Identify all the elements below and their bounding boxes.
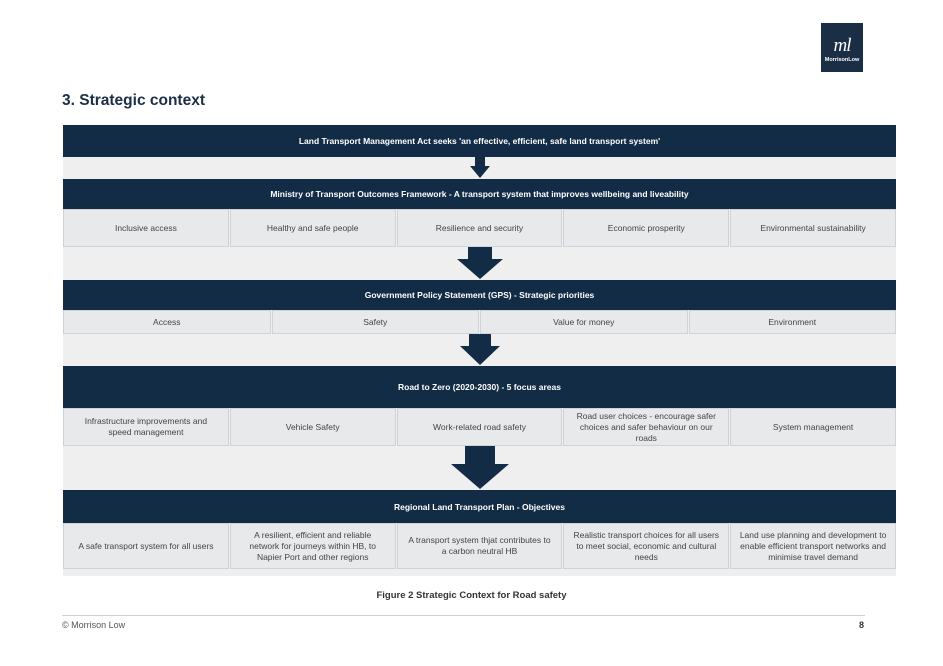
- strategic-context-diagram: [63, 125, 896, 576]
- focus-area-cell: Work-related road safety: [397, 408, 563, 446]
- logo-mark: ml: [833, 35, 851, 56]
- arrow-down-icon: [456, 247, 504, 280]
- arrow-down-icon: [459, 334, 501, 366]
- outcome-cell: Environmental sustainability: [730, 209, 896, 247]
- arrow-down-icon: [450, 446, 510, 490]
- focus-area-cell: System management: [730, 408, 896, 446]
- objective-cell: Realistic transport choices for all users to meet social, economic and cultural needs: [563, 523, 729, 569]
- focus-area-cell: Infrastructure improvements and speed management: [63, 408, 229, 446]
- objective-cell: Land use planning and development to enable efficient transport networks and minimise travel demand: [730, 523, 896, 569]
- outcome-cell: Economic prosperity: [563, 209, 729, 247]
- outcome-cell: Resilience and security: [397, 209, 563, 247]
- section-heading: 3. Strategic context: [62, 92, 205, 109]
- outcome-cell: Healthy and safe people: [230, 209, 396, 247]
- band-road-to-zero: Road to Zero (2020-2030) - 5 focus areas: [63, 366, 896, 408]
- morrison-low-logo: [821, 23, 863, 72]
- outcome-cell: Inclusive access: [63, 209, 229, 247]
- figure-caption: Figure 2 Strategic Context for Road safety: [376, 590, 567, 601]
- band-rltp: Regional Land Transport Plan - Objectives: [63, 490, 896, 523]
- page-number: 8: [858, 620, 864, 630]
- objective-cell: A transport system thjat contributes to a carbon neutral HB: [397, 523, 563, 569]
- focus-area-cell: Road user choices - encourage safer choices and safer behaviour on our roads: [563, 408, 729, 446]
- focus-area-cell: Vehicle Safety: [230, 408, 396, 446]
- band-gps: Government Policy Statement (GPS) - Strategic priorities: [63, 280, 896, 310]
- arrow-down-icon: [469, 157, 491, 179]
- priority-cell: Access: [63, 310, 271, 334]
- priority-cell: Environment: [689, 310, 897, 334]
- row-gps-priorities: [63, 310, 896, 334]
- band-ltma: Land Transport Management Act seeks 'an effective, efficient, safe land transport system': [63, 125, 896, 157]
- priority-cell: Value for money: [480, 310, 688, 334]
- row-rltp-objectives: [63, 523, 896, 569]
- band-mot-outcomes: Ministry of Transport Outcomes Framework - A transport system that improves wellbeing and liveability: [63, 179, 896, 209]
- row-outcomes: [63, 209, 896, 247]
- logo-name: MorrisonLow: [824, 57, 860, 63]
- objective-cell: A resilient, efficient and reliable network for journeys within HB, to Napier Port and other regions: [230, 523, 396, 569]
- objective-cell: A safe transport system for all users: [63, 523, 229, 569]
- priority-cell: Safety: [272, 310, 480, 334]
- row-focus-areas: [63, 408, 896, 446]
- footer-divider: [62, 615, 865, 616]
- footer-copyright: © Morrison Low: [62, 620, 126, 630]
